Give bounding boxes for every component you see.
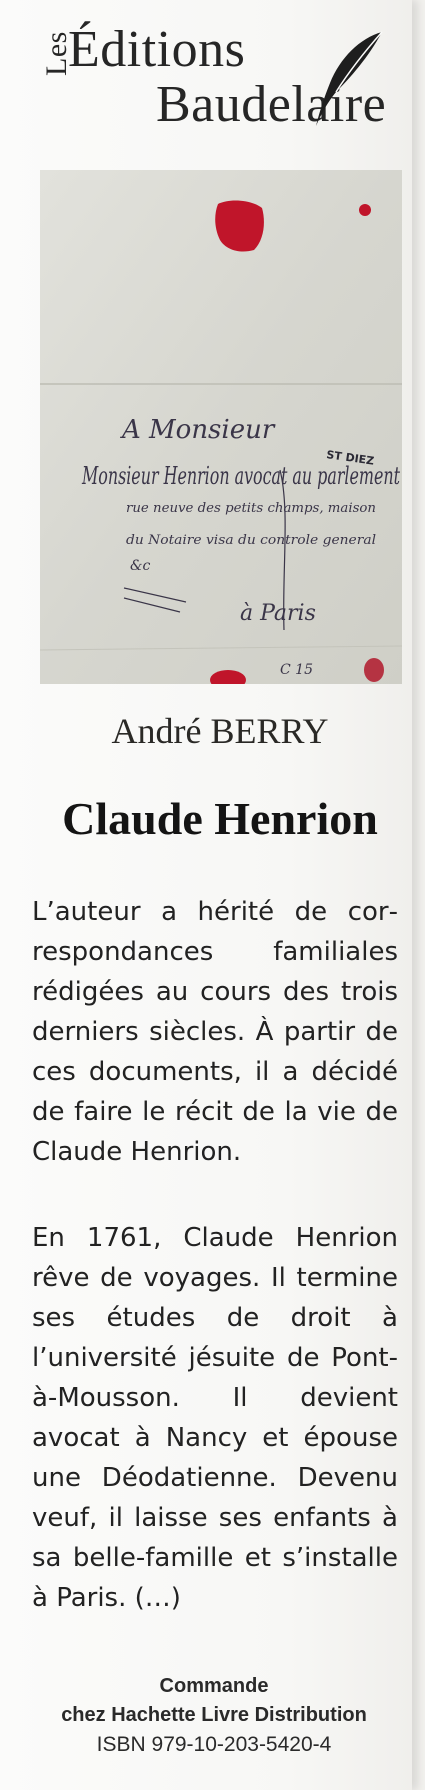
handwriting-line5: &c [130, 558, 151, 574]
logo-baudelaire-text: Baudelaire [156, 76, 387, 133]
letter-photo [40, 170, 402, 684]
order-line-1: Commande [159, 1675, 269, 1697]
author-name: André BERRY [111, 711, 329, 751]
postmark-text: ST DIEZ [325, 448, 375, 468]
order-line-2: chez Hachette Livre Distribution [61, 1704, 367, 1726]
handwriting-line1: A Monsieur [122, 415, 275, 445]
book-title: Claude Henrion [62, 793, 378, 844]
isbn-text: ISBN 979-10-203-5420-4 [96, 1733, 332, 1756]
handwriting-line6: à Paris [240, 601, 316, 626]
handwriting-line2: Monsieur Henrion avocat au parlement [81, 462, 401, 490]
logo-editions-text: Éditions [68, 21, 246, 78]
handwriting-bottom: C 15 [280, 662, 313, 678]
logo-les-text: Les [40, 31, 73, 76]
handwriting-line3: rue neuve des petits champs, maison [126, 501, 376, 516]
summary-paragraph-2: En 1761, Claude Henrion rêve de voyages. Il termine ses études de droit à l’université jésuite de Pont-à-Mousson. Il devient avocat à Nancy et épouse une Déodatienne. Devenu veuf, il laisse ses enfants à sa belle-famille et s’installe à Paris. (…) [32, 1223, 398, 1613]
order-info [24, 1672, 404, 1759]
handwriting-line4: du Notaire visa du controle general [126, 533, 376, 548]
quill-icon [310, 28, 390, 128]
summary-paragraph-1: L’auteur a hérité de correspondances familiales rédigées au cours des trois derniers siècles. À partir de ces documents, il a décidé de faire le récit de la vie de Claude Henrion. [32, 897, 398, 1167]
publisher-logo [34, 12, 414, 132]
